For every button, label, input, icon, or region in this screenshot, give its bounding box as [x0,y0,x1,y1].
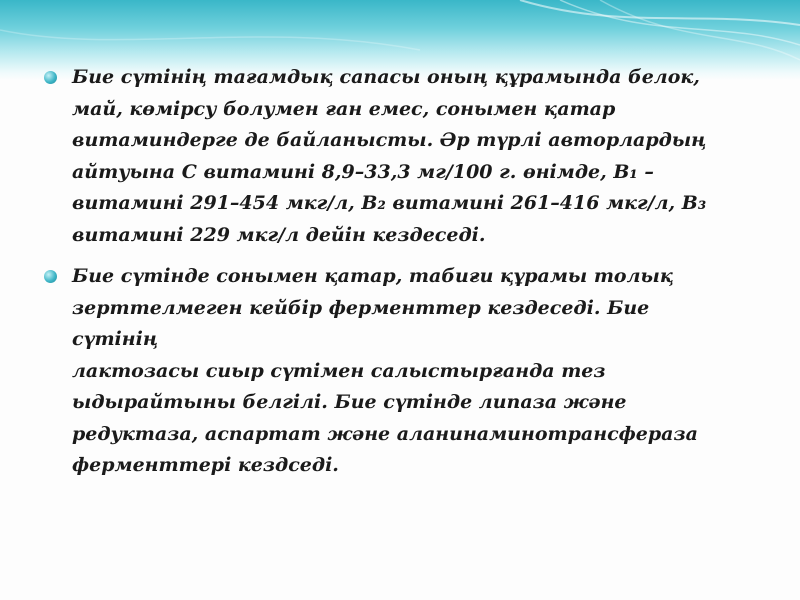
paragraph-1-line-4: айтуына С витамині 8,9–33,3 мг/100 г. өнімде, В₁ – [72,160,654,183]
paragraph-1-line-1: Бие сүтінің тағамдық сапасы оның құрамында белок, [72,66,700,88]
paragraph-2-line-1: Бие сүтінде сонымен қатар, табиғи құрамы толық [72,265,674,287]
paragraph-2-line-5: редуктаза, аспартат және аланинаминотрансфераза [72,422,698,445]
paragraph-1 [44,62,734,251]
paragraph-2 [44,261,734,482]
paragraph-1-line-6: витамині 229 мкг/л дейін кездеседі. [72,223,486,246]
sphere-bullet-icon [44,270,57,283]
slide-content [44,62,734,492]
sphere-bullet-icon [44,71,57,84]
paragraph-2-line-6: ферменттері кездседі. [72,454,339,476]
paragraph-2-line-4: ыдырайтыны белгілі. Бие сүтінде липаза және [72,391,627,413]
paragraph-2-line-2: зерттелмеген кейбір ферменттер кездеседі. Бие сүтінің [72,296,650,350]
paragraph-2-line-3: лактозасы сиыр сүтімен салыстырғанда тез [72,359,606,382]
paragraph-1-line-2: май, көмірсу болумен ған емес, сонымен қатар [72,97,616,120]
paragraph-1-line-5: витамині 291–454 мкг/л, В₂ витамині 261–416 мкг/л, В₃ [72,192,707,214]
paragraph-1-line-3: витаминдерге де байланысты. Әр түрлі авторлардың [72,129,707,151]
